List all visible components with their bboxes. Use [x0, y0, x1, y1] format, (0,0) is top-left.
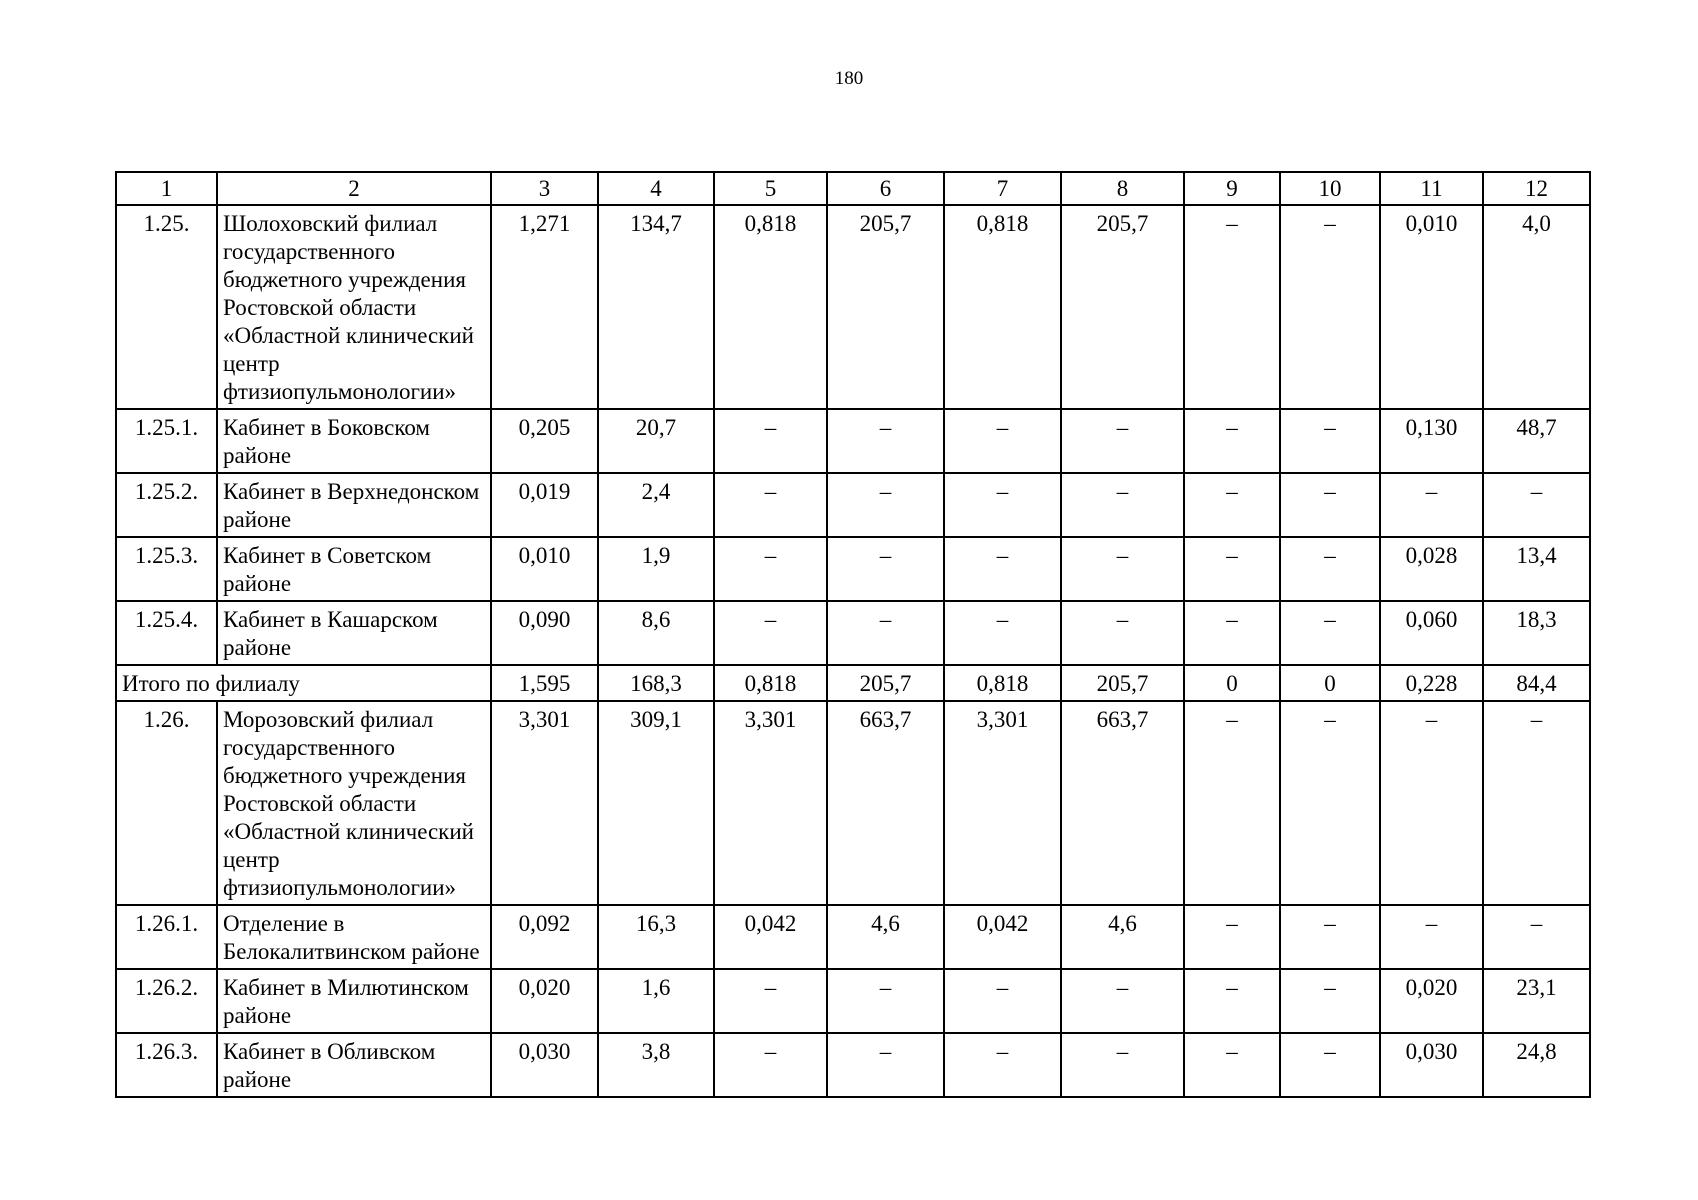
- value-cell-col-8: –: [1061, 537, 1184, 601]
- value-cell-col-7: –: [944, 473, 1061, 537]
- value-cell-col-11: 0,028: [1380, 537, 1483, 601]
- row-name: Отделение в Белокалитвинском районе: [217, 905, 491, 969]
- value-cell-col-5: –: [714, 537, 827, 601]
- value-cell-col-11: 0,228: [1380, 665, 1483, 701]
- value-cell-col-11: –: [1380, 701, 1483, 905]
- value-cell-col-7: 3,301: [944, 701, 1061, 905]
- value-cell-col-10: –: [1280, 701, 1380, 905]
- value-cell-col-7: 0,042: [944, 905, 1061, 969]
- value-cell-col-6: 205,7: [827, 205, 944, 409]
- value-cell-col-3: 1,595: [491, 665, 598, 701]
- row-number: 1.25.: [116, 205, 217, 409]
- total-row: [116, 665, 1590, 701]
- value-cell-col-9: –: [1184, 969, 1280, 1033]
- column-header-8: 8: [1061, 172, 1184, 205]
- value-cell-col-6: –: [827, 473, 944, 537]
- value-cell-col-8: –: [1061, 409, 1184, 473]
- value-cell-col-4: 309,1: [598, 701, 714, 905]
- value-cell-col-5: –: [714, 473, 827, 537]
- value-cell-col-7: 0,818: [944, 665, 1061, 701]
- value-cell-col-11: –: [1380, 905, 1483, 969]
- column-header-6: 6: [827, 172, 944, 205]
- value-cell-col-4: 3,8: [598, 1033, 714, 1097]
- value-cell-col-4: 134,7: [598, 205, 714, 409]
- table-row: [116, 701, 1590, 905]
- column-header-12: 12: [1483, 172, 1590, 205]
- table-row: [116, 205, 1590, 409]
- value-cell-col-9: –: [1184, 905, 1280, 969]
- value-cell-col-11: 0,130: [1380, 409, 1483, 473]
- value-cell-col-12: 18,3: [1483, 601, 1590, 665]
- table-row: [116, 905, 1590, 969]
- value-cell-col-7: –: [944, 409, 1061, 473]
- value-cell-col-8: 663,7: [1061, 701, 1184, 905]
- value-cell-col-12: –: [1483, 473, 1590, 537]
- value-cell-col-9: –: [1184, 1033, 1280, 1097]
- value-cell-col-3: 0,205: [491, 409, 598, 473]
- row-number: 1.26.1.: [116, 905, 217, 969]
- column-header-4: 4: [598, 172, 714, 205]
- value-cell-col-6: 663,7: [827, 701, 944, 905]
- table-row: [116, 537, 1590, 601]
- value-cell-col-10: –: [1280, 205, 1380, 409]
- row-number: 1.26.2.: [116, 969, 217, 1033]
- value-cell-col-10: –: [1280, 601, 1380, 665]
- row-number: 1.25.3.: [116, 537, 217, 601]
- total-label: Итого по филиалу: [116, 665, 491, 701]
- value-cell-col-11: –: [1380, 473, 1483, 537]
- column-header-5: 5: [714, 172, 827, 205]
- value-cell-col-12: –: [1483, 905, 1590, 969]
- value-cell-col-9: –: [1184, 537, 1280, 601]
- value-cell-col-5: –: [714, 601, 827, 665]
- data-table: [115, 171, 1591, 1098]
- row-name: Морозовский филиал государственного бюджетного учреждения Ростовской области «Областной клинический центр фтизиопульмонологии»: [217, 701, 491, 905]
- value-cell-col-12: 24,8: [1483, 1033, 1590, 1097]
- value-cell-col-7: –: [944, 601, 1061, 665]
- value-cell-col-5: 0,042: [714, 905, 827, 969]
- value-cell-col-4: 16,3: [598, 905, 714, 969]
- column-header-10: 10: [1280, 172, 1380, 205]
- value-cell-col-3: 0,010: [491, 537, 598, 601]
- value-cell-col-9: –: [1184, 205, 1280, 409]
- value-cell-col-7: 0,818: [944, 205, 1061, 409]
- row-number: 1.25.1.: [116, 409, 217, 473]
- value-cell-col-11: 0,010: [1380, 205, 1483, 409]
- table-row: [116, 473, 1590, 537]
- value-cell-col-12: 13,4: [1483, 537, 1590, 601]
- value-cell-col-10: –: [1280, 905, 1380, 969]
- value-cell-col-4: 2,4: [598, 473, 714, 537]
- value-cell-col-11: 0,020: [1380, 969, 1483, 1033]
- value-cell-col-11: 0,060: [1380, 601, 1483, 665]
- column-header-2: 2: [217, 172, 491, 205]
- row-name: Кабинет в Верхнедонском районе: [217, 473, 491, 537]
- value-cell-col-8: 205,7: [1061, 205, 1184, 409]
- value-cell-col-9: 0: [1184, 665, 1280, 701]
- value-cell-col-4: 1,6: [598, 969, 714, 1033]
- value-cell-col-6: 4,6: [827, 905, 944, 969]
- value-cell-col-6: –: [827, 1033, 944, 1097]
- value-cell-col-4: 168,3: [598, 665, 714, 701]
- row-number: 1.25.4.: [116, 601, 217, 665]
- value-cell-col-4: 8,6: [598, 601, 714, 665]
- row-name: Шолоховский филиал государственного бюджетного учреждения Ростовской области «Областной клинический центр фтизиопульмонологии»: [217, 205, 491, 409]
- value-cell-col-10: 0: [1280, 665, 1380, 701]
- row-name: Кабинет в Советском районе: [217, 537, 491, 601]
- value-cell-col-8: –: [1061, 601, 1184, 665]
- value-cell-col-8: 205,7: [1061, 665, 1184, 701]
- value-cell-col-6: –: [827, 601, 944, 665]
- value-cell-col-5: 0,818: [714, 205, 827, 409]
- page-number: 180: [834, 68, 864, 89]
- value-cell-col-9: –: [1184, 473, 1280, 537]
- column-header-11: 11: [1380, 172, 1483, 205]
- row-name: Кабинет в Милютинском районе: [217, 969, 491, 1033]
- column-header-9: 9: [1184, 172, 1280, 205]
- value-cell-col-5: 0,818: [714, 665, 827, 701]
- value-cell-col-3: 0,019: [491, 473, 598, 537]
- value-cell-col-6: –: [827, 969, 944, 1033]
- value-cell-col-3: 0,092: [491, 905, 598, 969]
- value-cell-col-8: –: [1061, 969, 1184, 1033]
- value-cell-col-5: –: [714, 1033, 827, 1097]
- value-cell-col-10: –: [1280, 409, 1380, 473]
- row-number: 1.25.2.: [116, 473, 217, 537]
- column-header-row: [116, 172, 1590, 205]
- table-row: [116, 1033, 1590, 1097]
- table-body: [116, 172, 1590, 1097]
- value-cell-col-9: –: [1184, 701, 1280, 905]
- column-header-7: 7: [944, 172, 1061, 205]
- row-name: Кабинет в Боковском районе: [217, 409, 491, 473]
- value-cell-col-3: 1,271: [491, 205, 598, 409]
- value-cell-col-12: 84,4: [1483, 665, 1590, 701]
- column-header-3: 3: [491, 172, 598, 205]
- value-cell-col-7: –: [944, 537, 1061, 601]
- value-cell-col-4: 20,7: [598, 409, 714, 473]
- value-cell-col-3: 3,301: [491, 701, 598, 905]
- value-cell-col-4: 1,9: [598, 537, 714, 601]
- column-header-1: 1: [116, 172, 217, 205]
- value-cell-col-12: –: [1483, 701, 1590, 905]
- value-cell-col-8: –: [1061, 1033, 1184, 1097]
- table-row: [116, 969, 1590, 1033]
- value-cell-col-10: –: [1280, 473, 1380, 537]
- value-cell-col-9: –: [1184, 601, 1280, 665]
- value-cell-col-8: 4,6: [1061, 905, 1184, 969]
- value-cell-col-9: –: [1184, 409, 1280, 473]
- value-cell-col-11: 0,030: [1380, 1033, 1483, 1097]
- row-name: Кабинет в Кашарском районе: [217, 601, 491, 665]
- row-number: 1.26.: [116, 701, 217, 905]
- value-cell-col-7: –: [944, 969, 1061, 1033]
- value-cell-col-6: –: [827, 409, 944, 473]
- row-number: 1.26.3.: [116, 1033, 217, 1097]
- value-cell-col-12: 48,7: [1483, 409, 1590, 473]
- value-cell-col-5: –: [714, 409, 827, 473]
- value-cell-col-6: 205,7: [827, 665, 944, 701]
- row-name: Кабинет в Обливском районе: [217, 1033, 491, 1097]
- value-cell-col-10: –: [1280, 537, 1380, 601]
- value-cell-col-3: 0,090: [491, 601, 598, 665]
- value-cell-col-10: –: [1280, 1033, 1380, 1097]
- value-cell-col-12: 23,1: [1483, 969, 1590, 1033]
- value-cell-col-6: –: [827, 537, 944, 601]
- table-row: [116, 601, 1590, 665]
- value-cell-col-5: –: [714, 969, 827, 1033]
- value-cell-col-10: –: [1280, 969, 1380, 1033]
- value-cell-col-8: –: [1061, 473, 1184, 537]
- value-cell-col-3: 0,030: [491, 1033, 598, 1097]
- table-row: [116, 409, 1590, 473]
- value-cell-col-7: –: [944, 1033, 1061, 1097]
- value-cell-col-5: 3,301: [714, 701, 827, 905]
- value-cell-col-3: 0,020: [491, 969, 598, 1033]
- value-cell-col-12: 4,0: [1483, 205, 1590, 409]
